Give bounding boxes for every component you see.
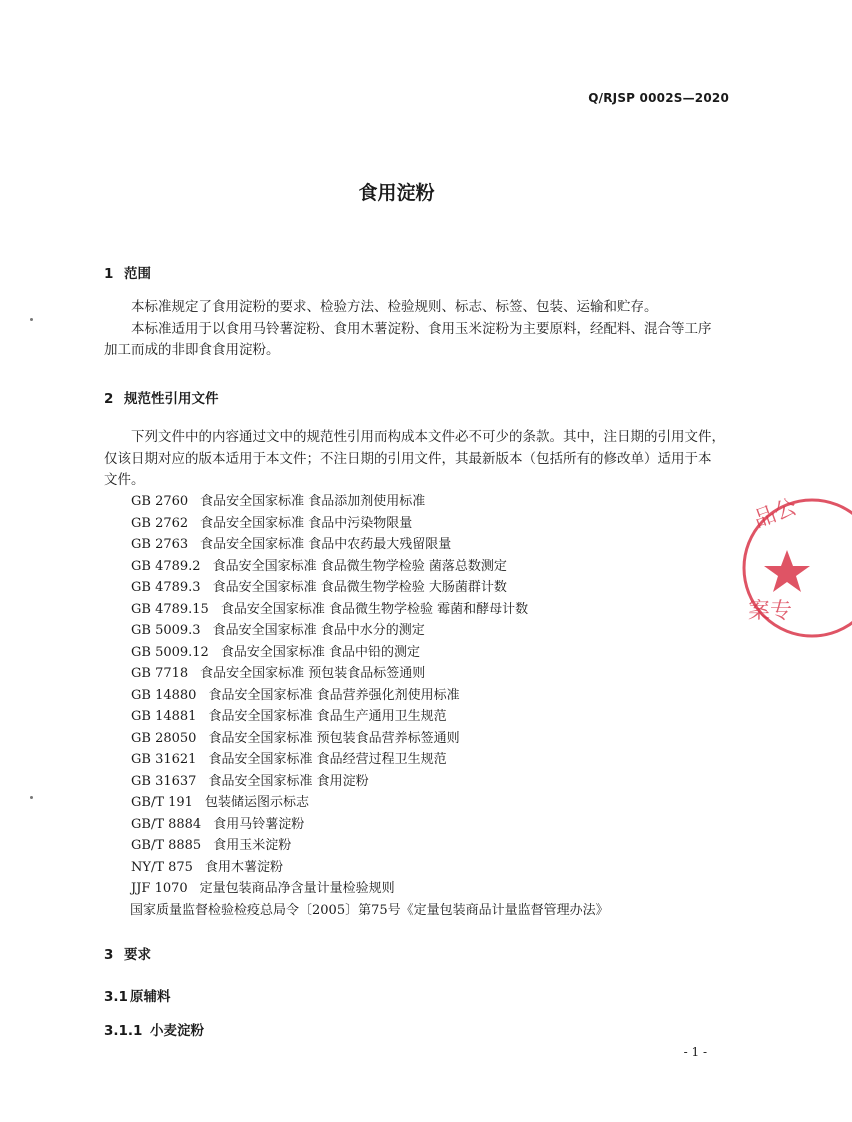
reference-title: 食品安全国家标准 食品中水分的测定 — [212, 623, 425, 638]
reference-title: 食品安全国家标准 食品微生物学检验 大肠菌群计数 — [212, 580, 507, 595]
reference-title: 食品安全国家标准 食品经营过程卫生规范 — [208, 752, 447, 767]
section-title: 要求 — [124, 947, 151, 963]
section-title: 规范性引用文件 — [124, 391, 219, 407]
reference-title: 食品安全国家标准 食品微生物学检验 菌落总数测定 — [212, 558, 507, 574]
section-3-1-1-heading — [104, 1019, 204, 1039]
reference-item — [131, 728, 609, 750]
reference-code: GB 7718 — [131, 666, 189, 681]
section-3-1-heading — [104, 985, 171, 1005]
reference-code: GB 31621 — [131, 752, 197, 767]
reference-code: GB 14881 — [131, 709, 197, 724]
reference-code: GB 28050 — [131, 730, 197, 746]
section-number: 2 — [104, 391, 114, 407]
section-number: 3 — [104, 947, 114, 963]
reference-item — [131, 642, 609, 664]
reference-item — [131, 706, 609, 728]
section-1-body — [104, 297, 732, 362]
reference-code: GB/T 191 — [131, 795, 193, 810]
section-title: 小麦淀粉 — [150, 1023, 204, 1039]
section-2-intro — [104, 427, 732, 492]
reference-code: GB 4789.15 — [131, 601, 209, 617]
reference-code: GB 4789.3 — [131, 580, 201, 595]
reference-item — [131, 577, 609, 599]
scan-speck — [30, 318, 33, 321]
reference-code: JJF 1070 — [131, 881, 188, 896]
reference-item — [131, 792, 609, 814]
paragraph-line: 文件。 — [104, 472, 145, 488]
reference-item — [131, 814, 609, 836]
reference-item — [131, 491, 609, 513]
section-title: 原辅料 — [130, 989, 171, 1005]
section-2-heading — [104, 387, 219, 407]
section-3-heading — [104, 943, 151, 963]
reference-item — [131, 599, 609, 621]
paragraph-line: 本标准规定了食用淀粉的要求、检验方法、检验规则、标志、标签、包装、运输和贮存。 — [131, 299, 658, 315]
reference-code: GB 5009.3 — [131, 623, 201, 638]
reference-code: NY/T 875 — [131, 859, 193, 875]
reference-item — [131, 620, 609, 642]
section-1-heading — [104, 262, 151, 282]
section-number: 1 — [104, 266, 114, 282]
reference-item — [131, 771, 609, 793]
seal-text-bottom: 案专 — [748, 599, 793, 624]
reference-code: GB/T 8884 — [131, 816, 202, 832]
paragraph-line: 加工而成的非即食食用淀粉。 — [104, 342, 280, 358]
paragraph-line: 下列文件中的内容通过文中的规范性引用而构成本文件必不可少的条款。其中，注日期的引用文件， — [131, 429, 725, 445]
reference-title: 食品安全国家标准 食品中铅的测定 — [220, 644, 420, 660]
reference-item — [131, 749, 609, 771]
reference-item — [131, 835, 609, 857]
reference-title: 食用木薯淀粉 — [204, 859, 283, 875]
page-number: - 1 - — [683, 1045, 707, 1059]
reference-code: GB 2762 — [131, 515, 189, 531]
reference-code: GB 2763 — [131, 537, 189, 552]
normative-references-list — [131, 491, 609, 921]
document-title: 食用淀粉 — [358, 182, 435, 204]
reference-item-decree: 国家质量监督检验检疫总局令〔2005〕第75号《定量包装商品计量监督管理办法》 — [130, 902, 609, 918]
reference-title: 包装储运图示标志 — [204, 795, 309, 810]
reference-title: 食品安全国家标准 预包装食品标签通则 — [200, 666, 426, 681]
reference-code: GB/T 8885 — [131, 838, 202, 853]
section-number: 3.1.1 — [104, 1023, 143, 1039]
reference-item — [131, 857, 609, 879]
reference-title: 食品安全国家标准 食品生产通用卫生规范 — [208, 709, 447, 724]
reference-item — [131, 878, 609, 900]
reference-title: 食品安全国家标准 预包装食品营养标签通则 — [208, 730, 460, 746]
reference-code: GB 31637 — [131, 773, 197, 789]
paragraph-line: 仅该日期对应的版本适用于本文件；不注日期的引用文件，其最新版本（包括所有的修改单）适用于本 — [104, 450, 712, 467]
red-seal-stamp — [742, 478, 852, 658]
reference-code: GB 14880 — [131, 687, 197, 703]
reference-title: 食品安全国家标准 食品中污染物限量 — [200, 515, 413, 531]
reference-item — [131, 513, 609, 535]
reference-item — [131, 663, 609, 685]
paragraph-line: 本标准适用于以食用马铃薯淀粉、食用木薯淀粉、食用玉米淀粉为主要原料，经配料、混合等工序 — [131, 320, 712, 337]
section-title: 范围 — [124, 266, 151, 282]
reference-title: 食用马铃薯淀粉 — [213, 816, 305, 832]
reference-title: 食品安全国家标准 食品营养强化剂使用标准 — [208, 687, 460, 703]
scan-speck — [30, 796, 33, 799]
reference-title: 食品安全国家标准 食品添加剂使用标准 — [200, 494, 426, 509]
reference-title: 定量包装商品净含量计量检验规则 — [199, 881, 395, 896]
seal-text-top: 品公 — [750, 494, 801, 534]
reference-title: 食品安全国家标准 食用淀粉 — [208, 773, 369, 789]
reference-title: 食品安全国家标准 食品微生物学检验 霉菌和酵母计数 — [220, 601, 529, 617]
reference-code: GB 2760 — [131, 494, 189, 509]
reference-code: GB 5009.12 — [131, 644, 209, 660]
reference-item — [131, 556, 609, 578]
reference-item — [131, 534, 609, 556]
standard-code: Q/RJSP 0002S—2020 — [588, 91, 729, 105]
reference-title: 食品安全国家标准 食品中农药最大残留限量 — [200, 537, 452, 552]
reference-item — [131, 685, 609, 707]
section-number: 3.1 — [104, 989, 128, 1005]
seal-star-icon — [764, 550, 810, 592]
reference-code: GB 4789.2 — [131, 558, 201, 574]
reference-title: 食用玉米淀粉 — [213, 838, 292, 853]
